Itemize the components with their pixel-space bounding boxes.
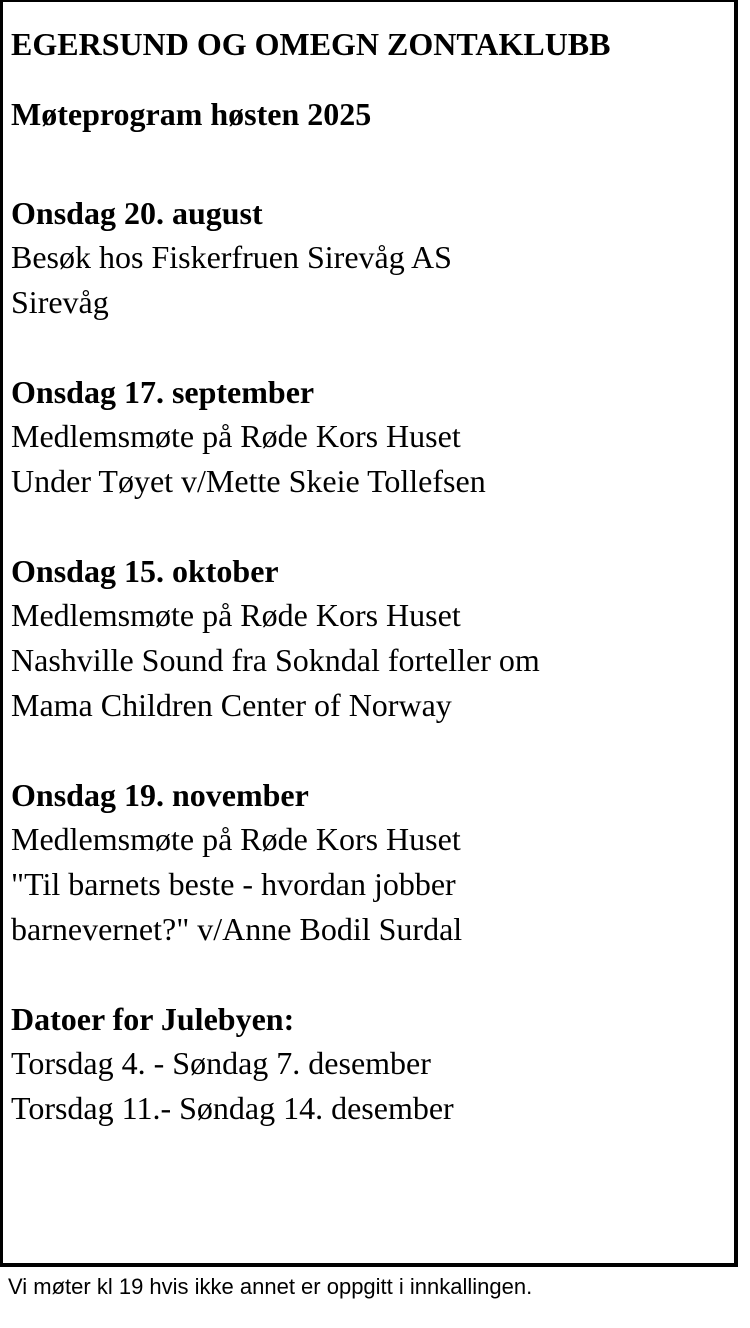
julebyen-section xyxy=(11,997,736,1131)
club-title: EGERSUND OG OMEGN ZONTAKLUBB xyxy=(11,26,611,62)
event-item xyxy=(11,370,736,504)
event-date: Onsdag 15. oktober xyxy=(11,553,279,589)
event-item xyxy=(11,549,736,728)
event-list xyxy=(11,191,736,1131)
event-date: Onsdag 19. november xyxy=(11,777,309,813)
event-line: Under Tøyet v/Mette Skeie Tollefsen xyxy=(11,463,486,499)
event-date: Onsdag 17. september xyxy=(11,374,315,410)
event-item xyxy=(11,773,736,952)
event-line: Medlemsmøte på Røde Kors Huset xyxy=(11,821,461,857)
event-line: Besøk hos Fiskerfruen Sirevåg AS xyxy=(11,239,452,275)
event-line: Nashville Sound fra Sokndal forteller om xyxy=(11,642,540,678)
program-title: Møteprogram høsten 2025 xyxy=(11,96,372,132)
event-item xyxy=(11,191,736,325)
event-line: barnevernet?" v/Anne Bodil Surdal xyxy=(11,911,463,947)
julebyen-date: Torsdag 11.- Søndag 14. desember xyxy=(11,1090,454,1126)
julebyen-heading: Datoer for Julebyen: xyxy=(11,1001,295,1037)
event-line: Medlemsmøte på Røde Kors Huset xyxy=(11,597,461,633)
footer-note: Vi møter kl 19 hvis ikke annet er oppgitt i innkallingen. xyxy=(8,1274,533,1299)
event-date: Onsdag 20. august xyxy=(11,195,263,231)
event-line: "Til barnets beste - hvordan jobber xyxy=(11,866,456,902)
event-line: Sirevåg xyxy=(11,284,109,320)
program-content xyxy=(11,24,736,1131)
event-line: Mama Children Center of Norway xyxy=(11,687,452,723)
julebyen-date: Torsdag 4. - Søndag 7. desember xyxy=(11,1045,431,1081)
event-line: Medlemsmøte på Røde Kors Huset xyxy=(11,418,461,454)
